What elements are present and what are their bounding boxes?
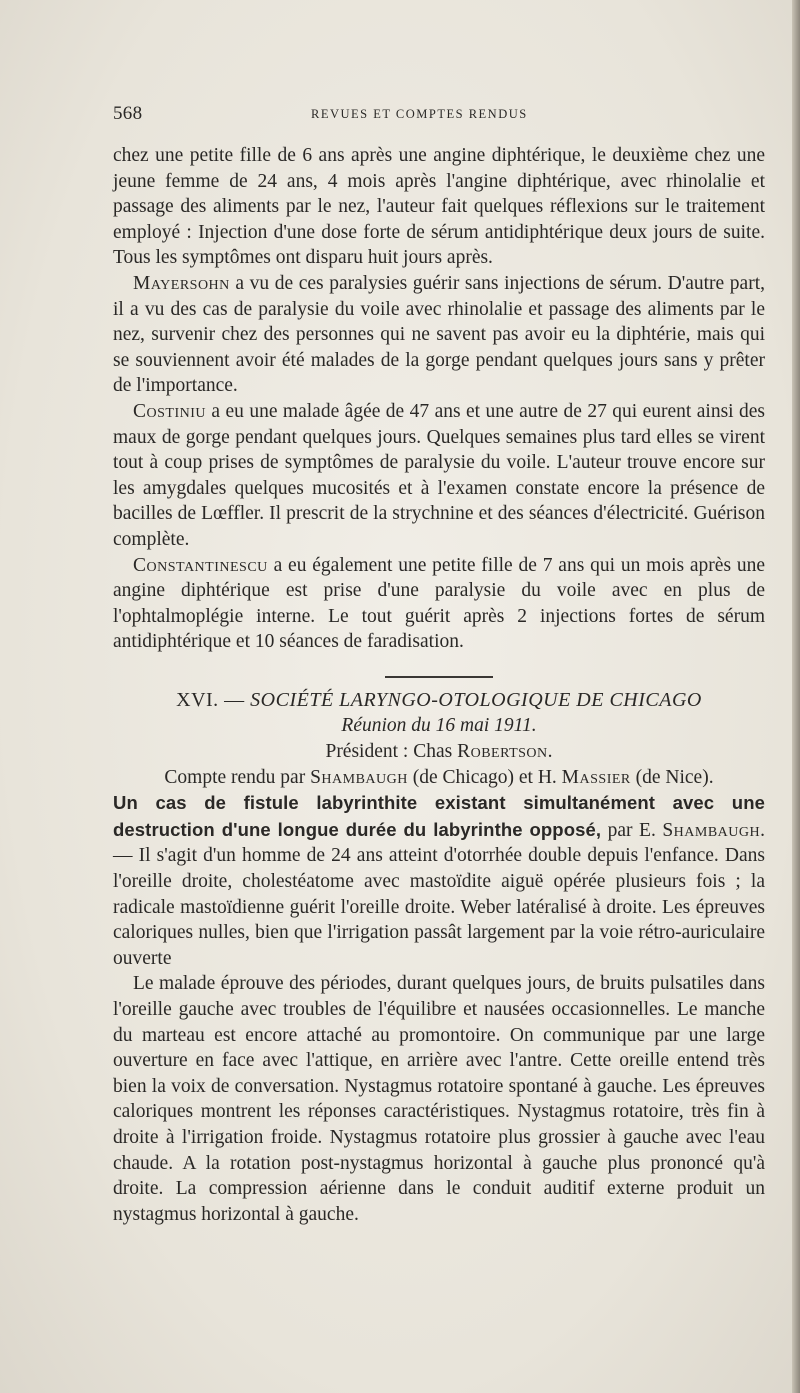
article-by: par E. — [601, 819, 663, 841]
president-label: Président : Chas — [325, 741, 458, 763]
paragraph-constantinescu — [113, 553, 765, 655]
president-end: . — [547, 741, 553, 763]
paragraph-text: a vu de ces paralysies guérir sans injections de sérum. D'autre part, il a vu des cas de paralysie du voile avec rhinolalie et passage des aliments par le nez, survenir chez des personnes qui ne savent pas avoir eu la diphtérie, mais qui se souviennent avoir été malades de la gorge pendant quelques jours sans y prêter de l'importance. — [113, 272, 765, 397]
report-line — [113, 765, 765, 791]
running-title: REVUES ET COMPTES RENDUS — [311, 107, 528, 121]
author-name: Mayersohn — [133, 272, 230, 294]
society-name: SOCIÉTÉ LARYNGO-OTOLOGIQUE DE CHICAGO — [250, 688, 702, 711]
reporter-name: Shambaugh — [310, 766, 408, 788]
article-paragraph-2: Le malade éprouve des périodes, durant quelques jours, de bruits pulsatiles dans l'oreille gauche avec troubles de l'équilibre et nausées occasionnelles. Le manche du marteau est encore attaché au promontoire. On communique par une large ouverture en face avec l'attique, en arrière avec l'antre. Cette oreille entend très bien la voix de conversation. Nystagmus rotatoire spontané à gauche. Les épreuves caloriques montrent les réponses caractéristiques. Nystagmus rotatoire, très fin à droite à l'irrigation froide. Nystagmus rotatoire plus grossier à gauche avec l'eau chaude. A la rotation post-nystagmus horizontal à gauche plus prononcé qu'à droite. La compression aérienne dans le conduit auditif externe produit un nystagmus horizontal à gauche. — [113, 973, 765, 1225]
president-line — [113, 739, 765, 765]
page-edge-shadow — [792, 0, 800, 1393]
paragraph-costiniu — [113, 399, 765, 553]
author-name: Constantinescu — [133, 554, 268, 576]
paragraph-text: chez une petite fille de 6 ans après une angine diphtérique, le deuxième chez une jeune femme de 24 ans, 4 mois après l'angine diphtérique, avec rhinolalie et passage des aliments par le nez, l'auteur fait quelques réflexions sur le traitement employé : Injection d'une dose forte de sérum antidiphtérique deux jours de suite. Tous les symptômes ont disparu huit jours après. — [113, 145, 765, 269]
report-mid: (de Chicago) et H. — [407, 766, 562, 788]
president-name: Robertson — [457, 741, 548, 763]
page-number: 568 — [113, 103, 143, 124]
paragraph-text: a eu également une petite fille de 7 ans qui un mois après une angine diphtérique est prise d'une paralysie du voile avec en plus de l'ophtalmoplégie interne. Le tout guérit après 2 injections fortes de sérum antidiphtérique et 10 séances de faradisation. — [113, 554, 765, 653]
section-divider — [385, 676, 493, 678]
paragraph-text: a eu une malade âgée de 47 ans et une autre de 27 qui eurent ainsi des maux de gorge pendant quelques jours. Quelques semaines plus tard elles se virent tout à coup prises de symptômes de paralysie du voile. L'auteur trouve encore sur les amygdales quelques mucosités et à l'examen constate encore la présence de bacilles de Lœffler. Il prescrit de la strychnine et des séances d'électricité. Guérison complète. — [113, 400, 765, 550]
reporter-name: Massier — [561, 766, 631, 788]
paragraph-continued — [113, 143, 765, 271]
page-body — [113, 143, 765, 1227]
article-paragraph — [113, 790, 765, 971]
meeting-date: Réunion du 16 mai 1911. — [341, 715, 537, 737]
article-author: Shambaugh — [662, 819, 761, 841]
report-end: (de Nice). — [630, 766, 714, 788]
article-title: Un cas de fistule labyrinthite existant simultanément avec une destruction d'une longue durée du labyrinthe opposé, — [113, 792, 765, 840]
report-prefix: Compte rendu par — [164, 766, 311, 788]
section-heading — [113, 688, 765, 714]
author-name: Costiniu — [133, 400, 206, 422]
section-number: XVI. — — [176, 688, 251, 711]
paragraph-mayersohn — [113, 271, 765, 399]
article-text: . — Il s'agit d'un homme de 24 ans atteint d'otorrhée double depuis l'enfance. Dans l'oreille droite, cholestéatome avec mastoïdite aiguë opérée plusieurs fois ; la radicale mastoïdienne guérit l'oreille droite. Weber latéralisé à droite. Les épreuves caloriques nulles, bien que l'irrigation passât largement par la voie rétro-auriculaire ouverte — [113, 819, 765, 969]
